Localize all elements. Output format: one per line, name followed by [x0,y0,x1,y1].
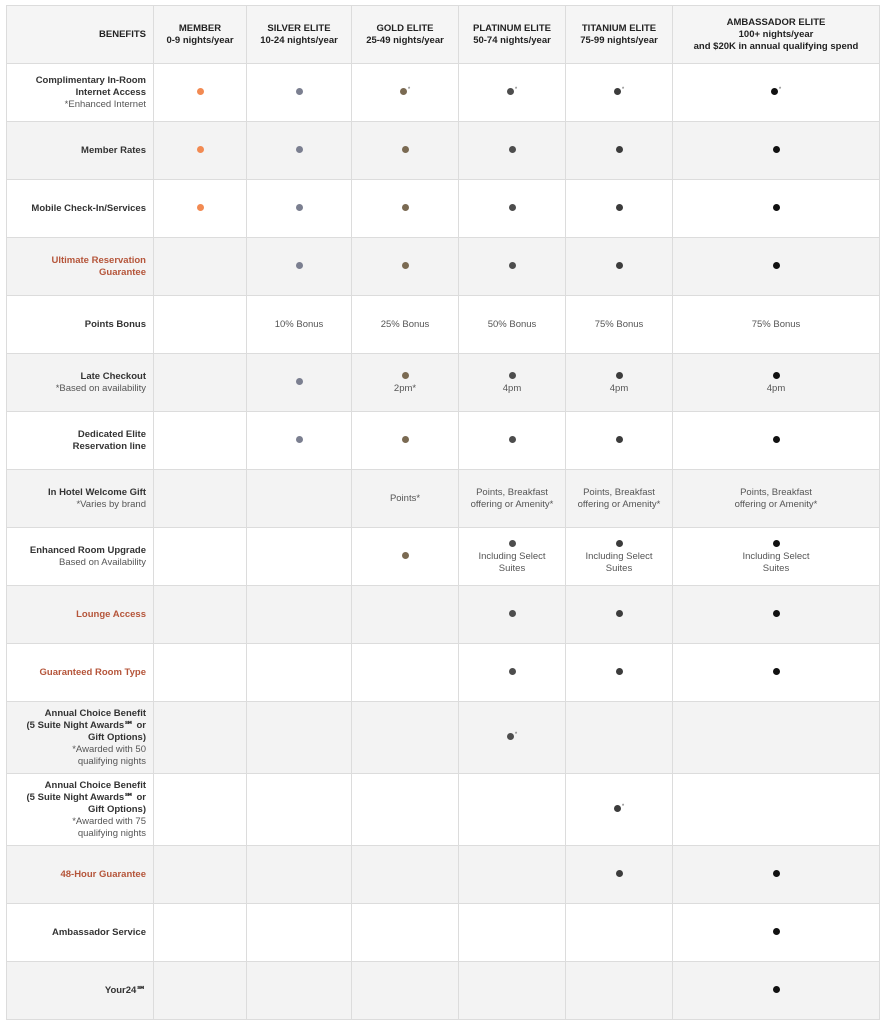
benefit-cell-silver [247,962,352,1020]
benefit-cell-gold [352,644,459,702]
benefit-row [7,962,880,1020]
benefit-row [7,702,880,774]
included-dot-icon [509,204,516,211]
tier-header-ambassador [673,6,880,64]
benefit-row [7,528,880,586]
included-dot-icon [773,262,780,269]
tier-name: SILVER ELITE [267,22,331,34]
benefit-cell-gold [352,238,459,296]
asterisk-marker: * [514,86,518,93]
benefit-cell-silver [247,238,352,296]
benefit-value-text: Including Select [478,550,546,562]
benefit-cell-member [154,774,247,846]
benefit-note-line: *Enhanced Internet [64,98,146,110]
included-dot-icon [509,668,516,675]
tier-header-silver [247,6,352,64]
included-dot-icon [197,204,204,211]
benefit-name-line: Reservation line [72,440,146,452]
benefit-cell-titanium [566,296,673,354]
included-dot-icon [402,552,409,559]
included-dot-icon [614,805,621,812]
tier-nights: 100+ nights/year [738,28,814,40]
benefit-cell-ambassador [673,470,880,528]
benefit-row [7,180,880,238]
benefit-label [7,354,154,412]
benefit-cell-platinum [459,904,566,962]
included-dot-icon [296,146,303,153]
benefit-cell-silver [247,354,352,412]
included-dot-icon [402,146,409,153]
benefit-name-line: Internet Access [75,86,146,98]
benefit-cell-member [154,470,247,528]
benefit-row [7,238,880,296]
benefit-name-line: Your24℠ [104,984,146,996]
benefit-cell-ambassador [673,702,880,774]
benefit-cell-platinum [459,644,566,702]
benefit-name-line: 48-Hour Guarantee [60,868,146,880]
benefit-cell-ambassador [673,238,880,296]
benefit-row [7,774,880,846]
benefit-label [7,962,154,1020]
benefit-cell-silver [247,774,352,846]
included-dot-icon [616,540,623,547]
benefit-cell-titanium [566,238,673,296]
included-dot-icon [773,436,780,443]
benefit-cell-gold [352,180,459,238]
tier-nights: 10-24 nights/year [260,34,338,46]
included-dot-icon [614,88,621,95]
benefit-value-text: 25% Bonus [380,318,430,330]
benefit-cell-titanium [566,528,673,586]
benefit-cell-silver [247,122,352,180]
benefit-cell-member [154,846,247,904]
benefit-cell-titanium [566,846,673,904]
benefit-cell-member [154,180,247,238]
benefit-cell-platinum [459,238,566,296]
included-dot-icon [296,436,303,443]
benefit-label [7,846,154,904]
benefit-cell-gold [352,702,459,774]
benefit-cell-titanium [566,904,673,962]
benefit-cell-member [154,586,247,644]
benefit-cell-titanium [566,412,673,470]
included-dot-icon [507,733,514,740]
benefit-cell-gold [352,774,459,846]
included-dot-icon [773,610,780,617]
tier-spend: and $20K in annual qualifying spend [693,40,859,52]
benefit-name-line: Gift Options) [87,731,146,743]
benefit-cell-ambassador [673,962,880,1020]
benefit-name-line: Member Rates [81,144,146,156]
benefit-name-line: In Hotel Welcome Gift [47,486,146,498]
benefit-row [7,846,880,904]
benefit-value-text: Including Select [742,550,810,562]
benefit-value-text: 75% Bonus [751,318,801,330]
included-dot-icon [616,610,623,617]
benefit-cell-silver [247,412,352,470]
benefit-cell-silver [247,64,352,122]
asterisk-marker: * [407,86,411,93]
benefit-cell-gold [352,904,459,962]
benefit-note-line: Based on Availability [59,556,146,568]
benefit-name-line: Points Bonus [84,318,146,330]
benefit-row [7,586,880,644]
benefit-cell-member [154,644,247,702]
benefit-cell-gold [352,122,459,180]
benefit-cell-gold [352,470,459,528]
included-dot-icon [402,436,409,443]
benefit-cell-titanium [566,644,673,702]
benefit-name-line: (5 Suite Night Awards℠ or [26,719,146,731]
tier-name: TITANIUM ELITE [581,22,657,34]
benefit-label [7,528,154,586]
benefit-name-line: Lounge Access [76,608,146,620]
benefit-cell-platinum [459,846,566,904]
benefit-cell-silver [247,846,352,904]
included-dot-icon [616,436,623,443]
included-dot-icon [509,146,516,153]
included-dot-icon [296,88,303,95]
benefit-cell-titanium [566,122,673,180]
benefit-cell-member [154,412,247,470]
benefit-note-line: *Based on availability [55,382,146,394]
tier-name: GOLD ELITE [376,22,434,34]
included-dot-icon [616,372,623,379]
benefit-value-text: Points, Breakfast [476,486,548,498]
benefit-cell-gold [352,846,459,904]
benefit-cell-platinum [459,354,566,412]
benefit-value-text: 50% Bonus [487,318,537,330]
benefit-cell-ambassador [673,846,880,904]
benefit-name-line: Complimentary In-Room [35,74,146,86]
benefit-cell-silver [247,644,352,702]
included-dot-icon [773,540,780,547]
benefit-cell-platinum [459,962,566,1020]
included-dot-icon [616,668,623,675]
included-dot-icon [507,88,514,95]
benefit-cell-member [154,702,247,774]
benefit-note-line: *Awarded with 75 [72,815,146,827]
benefit-label [7,470,154,528]
included-dot-icon [509,372,516,379]
benefit-cell-ambassador [673,64,880,122]
benefit-row [7,412,880,470]
benefit-cell-platinum [459,470,566,528]
benefit-cell-platinum [459,296,566,354]
included-dot-icon [773,986,780,993]
benefit-cell-member [154,528,247,586]
benefit-value-text: 4pm [502,382,522,394]
benefit-name-line: Enhanced Room Upgrade [29,544,146,556]
benefit-value-text: Points, Breakfast [583,486,655,498]
benefit-cell-ambassador [673,528,880,586]
benefit-name-line: Late Checkout [80,370,146,382]
benefit-cell-member [154,122,247,180]
benefit-cell-silver [247,586,352,644]
benefit-cell-titanium [566,774,673,846]
benefit-name-line: Annual Choice Benefit [44,779,146,791]
benefit-cell-ambassador [673,904,880,962]
benefit-cell-member [154,962,247,1020]
benefit-note-line: *Varies by brand [76,498,146,510]
included-dot-icon [773,668,780,675]
included-dot-icon [402,372,409,379]
included-dot-icon [509,262,516,269]
included-dot-icon [771,88,778,95]
included-dot-icon [402,262,409,269]
benefit-name-line: Guarantee [99,266,146,278]
benefit-value-text: Points* [389,492,421,504]
included-dot-icon [400,88,407,95]
benefit-name-line: Mobile Check-In/Services [31,202,146,214]
benefit-cell-silver [247,470,352,528]
included-dot-icon [509,610,516,617]
benefit-value-text: Suites [498,562,526,574]
tier-header-member [154,6,247,64]
benefit-value-text: Points, Breakfast [740,486,812,498]
benefit-value-text: 75% Bonus [594,318,644,330]
benefit-cell-platinum [459,64,566,122]
benefit-label [7,412,154,470]
benefit-value-text: 10% Bonus [274,318,324,330]
benefit-cell-silver [247,528,352,586]
header-row [7,6,880,64]
included-dot-icon [197,146,204,153]
benefit-cell-platinum [459,412,566,470]
benefit-label [7,702,154,774]
benefits-comparison-table [6,5,880,1020]
benefit-cell-gold [352,412,459,470]
benefit-row [7,644,880,702]
included-dot-icon [509,436,516,443]
benefit-cell-gold [352,296,459,354]
benefit-value-text: 4pm [609,382,629,394]
benefit-cell-platinum [459,122,566,180]
benefit-label [7,904,154,962]
benefits-rows [7,64,880,1020]
benefit-label [7,64,154,122]
tier-nights: 50-74 nights/year [473,34,551,46]
included-dot-icon [773,372,780,379]
benefit-cell-titanium [566,702,673,774]
benefit-cell-gold [352,586,459,644]
benefit-cell-member [154,904,247,962]
tier-nights: 25-49 nights/year [366,34,444,46]
tier-name: PLATINUM ELITE [473,22,551,34]
benefit-cell-gold [352,962,459,1020]
tier-name: AMBASSADOR ELITE [726,16,826,28]
included-dot-icon [509,540,516,547]
included-dot-icon [616,262,623,269]
tier-header-titanium [566,6,673,64]
benefit-row [7,122,880,180]
benefit-cell-member [154,354,247,412]
benefit-label [7,774,154,846]
benefit-row [7,470,880,528]
benefit-cell-platinum [459,774,566,846]
benefit-cell-ambassador [673,774,880,846]
benefit-cell-titanium [566,64,673,122]
included-dot-icon [616,146,623,153]
benefit-value-text: offering or Amenity* [577,498,661,510]
benefit-value-text: offering or Amenity* [734,498,818,510]
benefit-label [7,238,154,296]
benefit-cell-titanium [566,470,673,528]
benefit-cell-silver [247,180,352,238]
benefits-table-container [6,5,880,1020]
benefit-name-line: Ambassador Service [52,926,146,938]
benefit-cell-titanium [566,962,673,1020]
included-dot-icon [616,204,623,211]
included-dot-icon [402,204,409,211]
benefit-note-line: qualifying nights [77,827,146,839]
included-dot-icon [197,88,204,95]
asterisk-marker: * [778,86,782,93]
benefit-row [7,354,880,412]
benefit-row [7,904,880,962]
benefit-cell-platinum [459,586,566,644]
benefit-name-line: Dedicated Elite [77,428,146,440]
benefit-name-line: (5 Suite Night Awards℠ or [26,791,146,803]
benefit-cell-gold [352,64,459,122]
included-dot-icon [773,928,780,935]
benefit-cell-platinum [459,702,566,774]
benefit-cell-member [154,238,247,296]
tier-name: MEMBER [178,22,222,34]
benefit-cell-member [154,296,247,354]
benefit-value-text: 2pm* [393,382,417,394]
asterisk-marker: * [514,731,518,738]
benefit-label [7,296,154,354]
tier-header-platinum [459,6,566,64]
included-dot-icon [773,204,780,211]
benefit-label [7,122,154,180]
benefit-label [7,180,154,238]
asterisk-marker: * [621,803,625,810]
benefits-header: BENEFITS [7,6,154,64]
included-dot-icon [296,378,303,385]
benefit-row [7,296,880,354]
benefit-cell-ambassador [673,586,880,644]
benefit-cell-platinum [459,180,566,238]
benefit-cell-titanium [566,354,673,412]
benefit-cell-silver [247,702,352,774]
benefit-name-line: Ultimate Reservation [51,254,146,266]
included-dot-icon [296,204,303,211]
included-dot-icon [773,146,780,153]
benefit-note-line: qualifying nights [77,755,146,767]
benefit-cell-titanium [566,180,673,238]
benefit-name-line: Gift Options) [87,803,146,815]
benefit-cell-silver [247,904,352,962]
benefit-cell-ambassador [673,122,880,180]
benefit-value-text: offering or Amenity* [470,498,554,510]
benefit-label [7,586,154,644]
benefit-cell-silver [247,296,352,354]
benefit-value-text: 4pm [766,382,786,394]
tier-header-gold [352,6,459,64]
benefit-cell-gold [352,354,459,412]
included-dot-icon [296,262,303,269]
benefit-cell-titanium [566,586,673,644]
benefit-label [7,644,154,702]
tier-nights: 75-99 nights/year [580,34,658,46]
benefit-cell-gold [352,528,459,586]
benefit-name-line: Annual Choice Benefit [44,707,146,719]
included-dot-icon [773,870,780,877]
benefit-row [7,64,880,122]
benefit-note-line: *Awarded with 50 [72,743,146,755]
benefit-cell-member [154,64,247,122]
included-dot-icon [616,870,623,877]
benefit-cell-ambassador [673,644,880,702]
benefit-cell-ambassador [673,296,880,354]
benefit-value-text: Including Select [585,550,653,562]
benefit-value-text: Suites [605,562,633,574]
benefit-name-line: Guaranteed Room Type [39,666,146,678]
benefit-cell-ambassador [673,180,880,238]
benefit-cell-ambassador [673,354,880,412]
asterisk-marker: * [621,86,625,93]
tier-nights: 0-9 nights/year [166,34,234,46]
benefit-cell-platinum [459,528,566,586]
benefit-value-text: Suites [762,562,790,574]
benefit-cell-ambassador [673,412,880,470]
